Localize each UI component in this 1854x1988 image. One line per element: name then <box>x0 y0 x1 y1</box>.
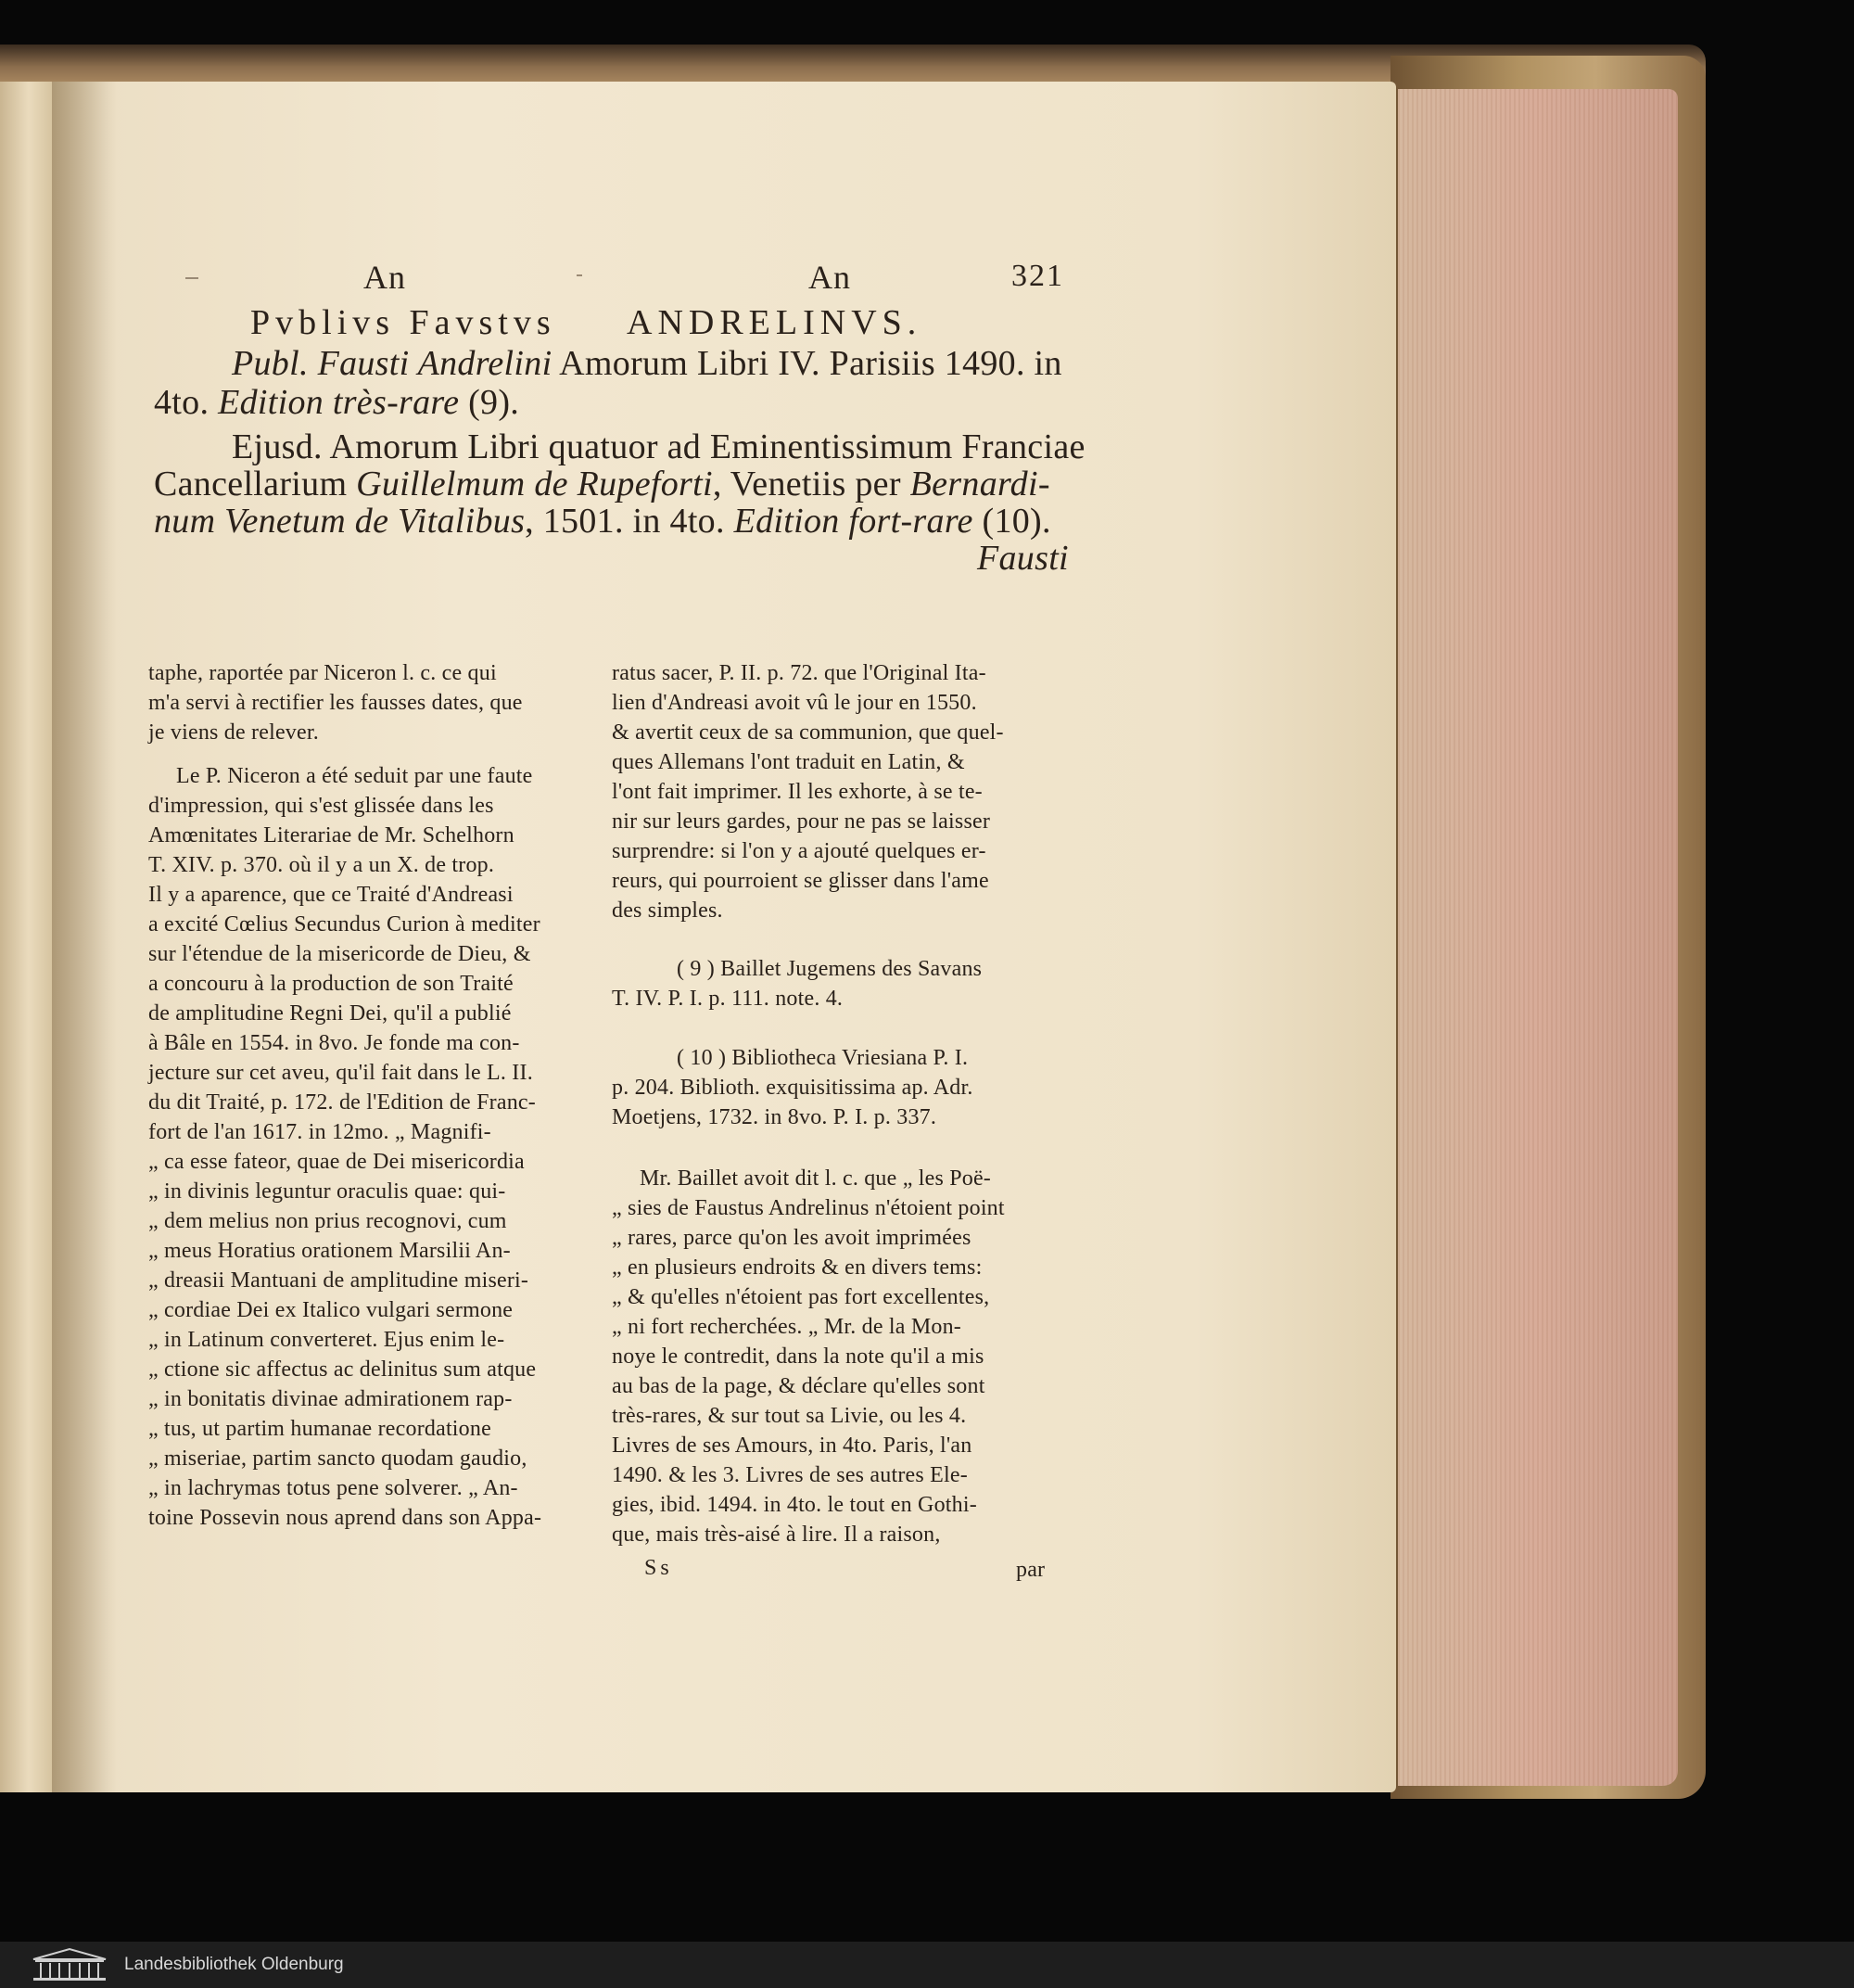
right-col-line: 1490. & les 3. Livres de ses autres Ele- <box>612 1463 968 1487</box>
footnote-10-line: Moetjens, 1732. in 8vo. P. I. p. 337. <box>612 1105 937 1129</box>
left-col-line: m'a servi à rectifier les fausses dates, que <box>148 691 523 715</box>
entry2-dedicatee: Guillelmum de Rupeforti <box>356 465 713 503</box>
left-col-line: fort de l'an 1617. in 12mo. „ Magnifi- <box>148 1120 491 1144</box>
entry1-author-italic: Publ. Fausti Andrelini <box>232 344 552 383</box>
left-col-line: „ dem melius non prius recognovi, cum <box>148 1209 507 1233</box>
right-col-line: „ en plusieurs endroits & en divers tems: <box>612 1255 983 1280</box>
left-col-line: „ ca esse fateor, quae de Dei misericordia <box>148 1150 525 1174</box>
left-col-line: Le P. Niceron a été seduit par une faute <box>176 764 533 788</box>
catchword-top <box>977 538 1069 579</box>
entry1-line2 <box>154 382 519 423</box>
right-col-line: des simples. <box>612 898 723 923</box>
footnote-9-line: ( 9 ) Baillet Jugemens des Savans <box>677 957 983 981</box>
running-head-left: An <box>363 259 406 296</box>
author-name-caps: ANDRELINVS. <box>627 303 922 342</box>
left-col-line: Amœnitates Literariae de Mr. Schelhorn <box>148 823 514 847</box>
catchword-top-text: Fausti <box>977 539 1069 578</box>
footnote-10-line: p. 204. Biblioth. exquisitissima ap. Adr. <box>612 1076 973 1100</box>
left-col-line: jecture sur cet aveu, qu'il fait dans le L. II. <box>148 1061 533 1085</box>
entry2-line2-start: Cancellarium <box>154 465 348 503</box>
entry2-date-format: , 1501. in 4to. <box>525 502 725 541</box>
right-col-line: très-rares, & sur tout sa Livie, ou les 4. <box>612 1404 967 1428</box>
left-col-line: „ in lachrymas totus pene solverer. „ An- <box>148 1476 518 1500</box>
right-col-line: au bas de la page, & déclare qu'elles sont <box>612 1374 985 1398</box>
right-col-line: ratus sacer, P. II. p. 72. que l'Original Ita- <box>612 661 986 685</box>
page-edges <box>1398 89 1678 1786</box>
footnote-9-line: T. IV. P. I. p. 111. note. 4. <box>612 987 844 1011</box>
entry2-note-ref: (10). <box>982 502 1051 541</box>
left-col-line: a excité Cœlius Secundus Curion à mediter <box>148 912 540 937</box>
left-col-line: „ tus, ut partim humanae recordatione <box>148 1417 491 1441</box>
left-col-line: taphe, raportée par Niceron l. c. ce qui <box>148 661 497 685</box>
right-col-line: lien d'Andreasi avoit vû le jour en 1550. <box>612 691 977 715</box>
left-col-line: „ in bonitatis divinae admirationem rap- <box>148 1387 513 1411</box>
left-col-line: toine Possevin nous aprend dans son Appa- <box>148 1506 542 1530</box>
right-col-line: l'ont fait imprimer. Il les exhorte, à se te- <box>612 780 983 804</box>
book-page <box>52 82 1396 1792</box>
right-col-line: „ sies de Faustus Andrelinus n'étoient point <box>612 1196 1005 1220</box>
library-building-logo-icon <box>28 1946 111 1983</box>
entry1-line1 <box>232 343 1062 384</box>
right-col-line: & avertit ceux de sa communion, que quel- <box>612 720 1004 745</box>
page-number: 321 <box>1011 259 1064 293</box>
library-name: Landesbibliothek Oldenburg <box>124 1955 344 1974</box>
header-dash <box>185 277 198 279</box>
running-head-right: An <box>808 259 851 296</box>
right-col-line: ques Allemans l'ont traduit en Latin, & <box>612 750 965 774</box>
catchword-bottom: par <box>1016 1558 1046 1582</box>
entry2-rarity: Edition fort-rare <box>733 502 973 541</box>
right-col-line: que, mais très-aisé à lire. Il a raison, <box>612 1523 941 1547</box>
left-col-line: je viens de relever. <box>148 720 319 745</box>
header-dot <box>577 274 582 276</box>
author-name-smallcaps: Pvblivs Favstvs <box>250 303 556 342</box>
right-col-line: Mr. Baillet avoit dit l. c. que „ les Poë- <box>640 1166 991 1191</box>
entry1-line1-text: Amorum Libri IV. Parisiis 1490. in <box>559 344 1062 383</box>
left-col-line: T. XIV. p. 370. où il y a un X. de trop. <box>148 853 495 877</box>
footnote-10-line: ( 10 ) Bibliotheca Vriesiana P. I. <box>677 1046 969 1070</box>
left-col-line: de amplitudine Regni Dei, qu'il a publié <box>148 1001 512 1026</box>
left-col-line: „ dreasii Mantuani de amplitudine miseri- <box>148 1268 529 1293</box>
left-col-line: „ in Latinum converteret. Ejus enim le- <box>148 1328 505 1352</box>
entry2-place: , Venetiis per <box>712 465 901 503</box>
entry2-line1: Ejusd. Amorum Libri quatuor ad Eminentissimum Franciae <box>232 427 1086 466</box>
entry2-line2 <box>154 464 1050 504</box>
left-col-line: „ in divinis leguntur oraculis quae: qui- <box>148 1179 506 1204</box>
left-page-sliver <box>0 82 52 1792</box>
right-col-line: reurs, qui pourroient se glisser dans l'ame <box>612 869 989 893</box>
right-col-line: surprendre: si l'on y a ajouté quelques er- <box>612 839 986 863</box>
left-col-line: „ ctione sic affectus ac delinitus sum atque <box>148 1357 537 1382</box>
right-col-line: gies, ibid. 1494. in 4to. le tout en Gothi- <box>612 1493 977 1517</box>
entry1-note-ref: (9). <box>468 383 520 422</box>
left-col-line: Il y a aparence, que ce Traité d'Andreasi <box>148 883 514 907</box>
footer-bar <box>0 1942 1854 1988</box>
right-col-line: „ rares, parce qu'on les avoit imprimées <box>612 1226 971 1250</box>
right-col-line: „ & qu'elles n'étoient pas fort excellentes, <box>612 1285 990 1309</box>
entry1-rarity: Edition très-rare <box>218 383 460 422</box>
right-col-line: „ ni fort recherchées. „ Mr. de la Mon- <box>612 1315 961 1339</box>
left-col-line: „ meus Horatius orationem Marsilii An- <box>148 1239 511 1263</box>
left-col-line: „ cordiae Dei ex Italico vulgari sermone <box>148 1298 514 1322</box>
right-col-line: nir sur leurs gardes, pour ne pas se laisser <box>612 809 991 834</box>
left-col-line: du dit Traité, p. 172. de l'Edition de Franc- <box>148 1090 536 1115</box>
left-col-line: „ miseriae, partim sancto quodam gaudio, <box>148 1446 527 1471</box>
left-col-line: a concouru à la production de son Traité <box>148 972 514 996</box>
entry2-line3 <box>154 501 1051 542</box>
right-col-line: Livres de ses Amours, in 4to. Paris, l'an <box>612 1434 972 1458</box>
entry1-format: 4to. <box>154 383 210 422</box>
left-col-line: à Bâle en 1554. in 8vo. Je fonde ma con- <box>148 1031 520 1055</box>
right-col-line: noye le contredit, dans la note qu'il a mis <box>612 1344 984 1369</box>
left-col-line: sur l'étendue de la misericorde de Dieu, & <box>148 942 531 966</box>
signature-mark: Ss <box>644 1556 673 1580</box>
entry2-printer-end: num Venetum de Vitalibus <box>154 502 526 541</box>
entry2-printer-start: Bernardi- <box>909 465 1050 503</box>
left-col-line: d'impression, qui s'est glissée dans les <box>148 794 494 818</box>
